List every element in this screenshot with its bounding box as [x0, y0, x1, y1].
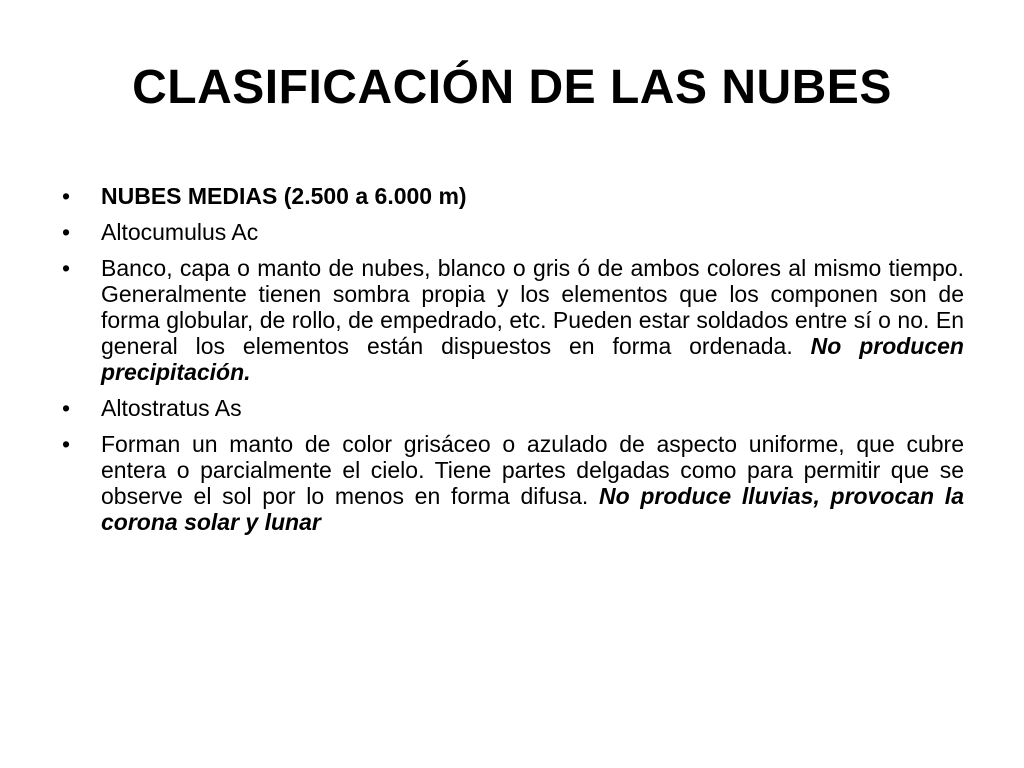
section-heading: NUBES MEDIAS (2.500 a 6.000 m)	[101, 183, 467, 209]
description-text: Banco, capa o manto de nubes, blanco o gris ó de ambos colores al mismo tiempo. Generalmente tienen sombra propia y los elementos que los componen son de forma globular, de rollo, de empedrado, etc. Pueden estar soldados entre sí o no. En general los elementos están dispuestos en forma ordenada.	[101, 255, 964, 359]
bullet-icon: •	[62, 183, 71, 209]
bullet-icon: •	[62, 431, 71, 457]
bullet-item-altocumulus-description	[62, 255, 964, 385]
bullet-item-altocumulus	[62, 219, 964, 245]
cloud-type-name: Altocumulus Ac	[101, 219, 259, 245]
description-emphasis: No produce lluvias, provocan la corona solar y lunar	[101, 483, 964, 535]
bullet-list	[62, 183, 964, 545]
cloud-type-name: Altostratus As	[101, 395, 242, 421]
description-text: Forman un manto de color grisáceo o azulado de aspecto uniforme, que cubre entera o parcialmente el cielo. Tiene partes delgadas como para permitir que se observe el sol por lo menos en forma difusa.	[101, 431, 964, 509]
description-emphasis: No producen precipitación.	[101, 333, 964, 385]
bullet-icon: •	[62, 255, 71, 281]
bullet-icon: •	[62, 395, 71, 421]
bullet-item-altostratus-description	[62, 431, 964, 535]
bullet-item-nubes-medias	[62, 183, 964, 209]
bullet-item-altostratus	[62, 395, 964, 421]
slide-title: CLASIFICACIÓN DE LAS NUBES	[132, 61, 892, 114]
bullet-icon: •	[62, 219, 71, 245]
